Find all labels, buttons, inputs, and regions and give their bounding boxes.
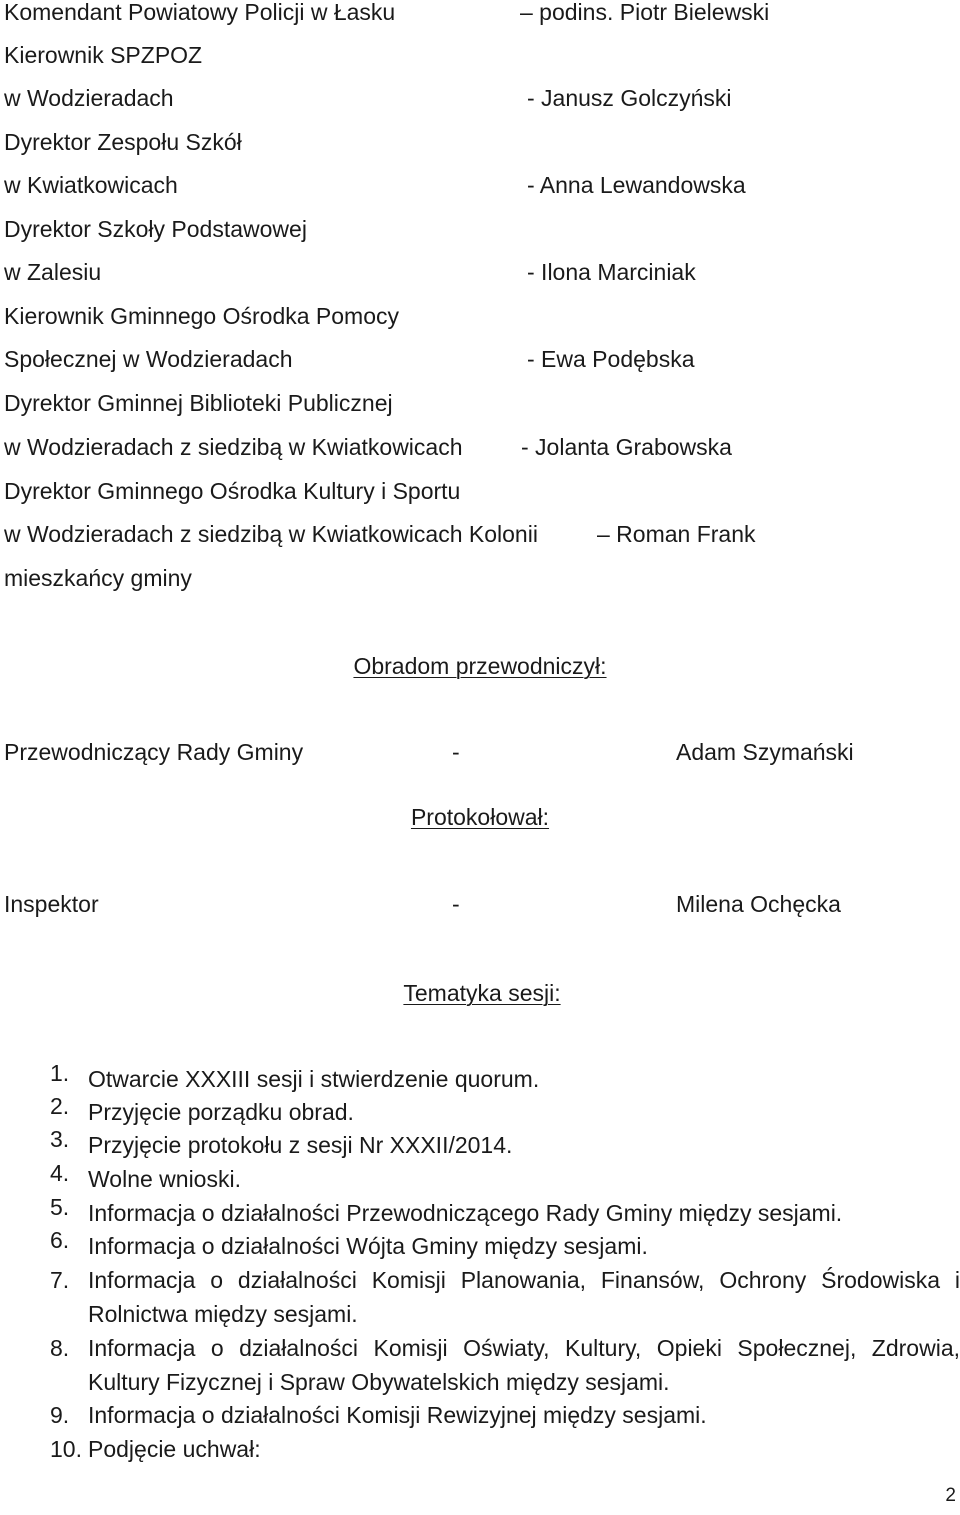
chair-heading: Obradom przewodniczył: (353, 653, 607, 679)
agenda-item-number: 3. (50, 1126, 70, 1152)
attendee-role-line: w Zalesiu (4, 259, 102, 285)
minutes-dash: - (452, 891, 460, 917)
agenda-item-number: 8. (50, 1335, 70, 1361)
attendee-name: – podins. Piotr Bielewski (520, 0, 770, 25)
attendee-role-line: w Wodzieradach (4, 85, 174, 111)
agenda-item-number: 10. (50, 1436, 82, 1462)
agenda-heading: Tematyka sesji: (403, 980, 561, 1006)
agenda-item-number: 2. (50, 1093, 70, 1119)
chair-role: Przewodniczący Rady Gminy (4, 739, 304, 765)
minutes-heading: Protokołował: (410, 804, 550, 830)
attendee-role-line: Dyrektor Zespołu Szkół (4, 129, 242, 155)
agenda-item-text: Informacja o działalności Przewodniczącego Rady Gminy między sesjami. (88, 1200, 843, 1226)
attendee-name: - Ewa Podębska (527, 346, 695, 372)
agenda-item-text: Podjęcie uchwał: (88, 1436, 261, 1462)
page-number: 2 (945, 1485, 956, 1506)
agenda-item-text: Informacja o działalności Komisji Planowania, Finansów, Ochrony Środowiska i Rolnictwa między sesjami. (88, 1267, 960, 1327)
chair-dash: - (452, 739, 460, 765)
agenda-item-number: 4. (50, 1160, 70, 1186)
attendee-role-line: w Wodzieradach z siedzibą w Kwiatkowicach (4, 434, 463, 460)
agenda-item-text: Przyjęcie porządku obrad. (88, 1099, 354, 1125)
attendee-role-line: Komendant Powiatowy Policji w Łasku (4, 0, 396, 25)
attendee-role-line: Dyrektor Szkoły Podstawowej (4, 216, 307, 242)
attendee-name: - Janusz Golczyński (527, 85, 732, 111)
attendee-name: - Jolanta Grabowska (521, 434, 732, 460)
agenda-item-text: Informacja o działalności Komisji Oświaty, Kultury, Opieki Społecznej, Zdrowia, Kultury Fizycznej i Spraw Obywatelskich między sesjami. (88, 1335, 960, 1395)
chair-name: Adam Szymański (676, 739, 854, 765)
minutes-role: Inspektor (4, 891, 99, 917)
attendee-name: - Anna Lewandowska (527, 172, 746, 198)
agenda-item-text: Otwarcie XXXIII sesji i stwierdzenie quorum. (88, 1066, 540, 1092)
agenda-item-text: Wolne wnioski. (88, 1166, 241, 1192)
attendee-role-line: Dyrektor Gminnej Biblioteki Publicznej (4, 390, 393, 416)
attendee-role-line: w Kwiatkowicach (4, 172, 178, 198)
attendee-role-line: Społecznej w Wodzieradach (4, 346, 293, 372)
agenda-item-number: 7. (50, 1267, 70, 1293)
agenda-item-number: 9. (50, 1402, 70, 1428)
agenda-item-number: 5. (50, 1194, 70, 1220)
attendee-role-line: Kierownik Gminnego Ośrodka Pomocy (4, 303, 399, 329)
agenda-item-number: 6. (50, 1227, 70, 1253)
minutes-name: Milena Ochęcka (676, 891, 841, 917)
agenda-item-text: Przyjęcie protokołu z sesji Nr XXXII/2014. (88, 1132, 513, 1158)
agenda-item-number: 1. (50, 1060, 70, 1086)
attendee-role-line: Kierownik SPZPOZ (4, 42, 203, 68)
agenda-item-text: Informacja o działalności Komisji Rewizyjnej między sesjami. (88, 1402, 707, 1428)
attendee-name: - Ilona Marciniak (527, 259, 696, 285)
attendee-role-line: w Wodzieradach z siedzibą w Kwiatkowicach Kolonii (4, 521, 538, 547)
agenda-item-text: Informacja o działalności Wójta Gminy między sesjami. (88, 1233, 648, 1259)
attendee-name: – Roman Frank (597, 521, 756, 547)
residents-line: mieszkańcy gminy (4, 565, 192, 591)
attendee-role-line: Dyrektor Gminnego Ośrodka Kultury i Sportu (4, 478, 461, 504)
